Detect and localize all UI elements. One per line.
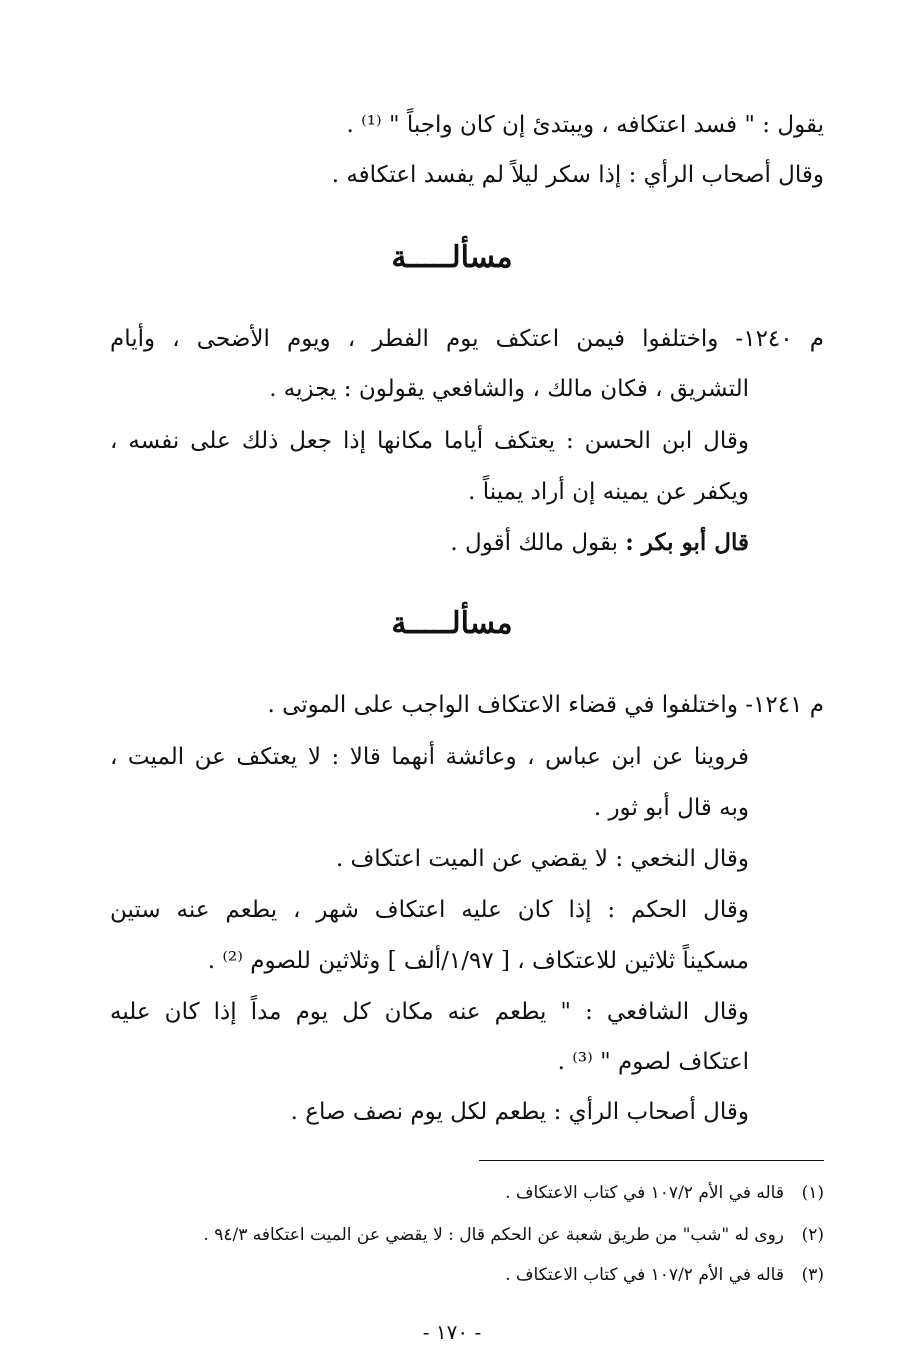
text-line-1: يقول : " فسد اعتكافه ، ويبتدئ إن كان واجباً " ⁽¹⁾ .: [346, 112, 824, 138]
text-line-12: وقال الحكم : إذا كان عليه اعتكاف شهر ، يطعم عنه ستين: [110, 897, 749, 923]
footnote-number: (٢): [801, 1225, 824, 1245]
page-number: - ١٧٠ -: [422, 1320, 482, 1344]
section-heading-2: مسألـــــة: [391, 606, 513, 641]
text-line-3: م ١٢٤٠- واختلفوا فيمن اعتكف يوم الفطر ، ويوم الأضحى ، وأيام: [110, 326, 824, 352]
text-line-2: وقال أصحاب الرأي : إذا سكر ليلاً لم يفسد اعتكافه .: [331, 162, 824, 188]
text-line-10: وبه قال أبو ثور .: [593, 795, 749, 821]
text-line-9: فروينا عن ابن عباس ، وعائشة أنهما قالا : لا يعتكف عن الميت ،: [110, 744, 749, 770]
text-line-6: ويكفر عن يمينه إن أراد يميناً .: [468, 479, 749, 505]
section-heading-1: مسألـــــة: [391, 240, 513, 275]
text-line-14: وقال الشافعي : " يطعم عنه مكان كل يوم مداً إذا كان عليه: [110, 999, 749, 1025]
text-line-13: مسكيناً ثلاثين للاعتكاف ، [ ١/٩٧/ألف ] وثلاثين للصوم ⁽²⁾ .: [207, 948, 749, 974]
text-line-8: م ١٢٤١- واختلفوا في قضاء الاعتكاف الواجب على الموتى .: [267, 692, 824, 718]
text-line-4: التشريق ، فكان مالك ، والشافعي يقولون : يجزيه .: [269, 376, 749, 402]
author-label: قال أبو بكر :: [625, 529, 749, 556]
footnote-1: [110, 1180, 824, 1206]
author-statement: بقول مالك أقول .: [450, 530, 626, 556]
footnote-text: قاله في الأم ١٠٧/٢ في كتاب الاعتكاف .: [505, 1183, 784, 1203]
text-line-7: [110, 526, 749, 560]
text-line-5: وقال ابن الحسن : يعتكف أياما مكانها إذا جعل ذلك على نفسه ،: [110, 428, 749, 454]
footnote-number: (١): [801, 1183, 824, 1203]
text-line-16: وقال أصحاب الرأي : يطعم لكل يوم نصف صاع .: [290, 1099, 749, 1125]
text-line-11: وقال النخعي : لا يقضي عن الميت اعتكاف .: [335, 846, 749, 872]
footnote-divider: [479, 1160, 824, 1161]
footnote-3: [110, 1262, 824, 1288]
text-line-15: اعتكاف لصوم " ⁽³⁾ .: [557, 1049, 749, 1075]
footnote-2: [110, 1222, 824, 1248]
footnote-text: روى له "شب" من طريق شعبة عن الحكم قال : لا يقضي عن الميت اعتكافه ٩٤/٣ .: [203, 1225, 784, 1245]
footnote-number: (٣): [801, 1265, 824, 1285]
footnote-text: قاله في الأم ١٠٧/٢ في كتاب الاعتكاف .: [505, 1265, 784, 1285]
